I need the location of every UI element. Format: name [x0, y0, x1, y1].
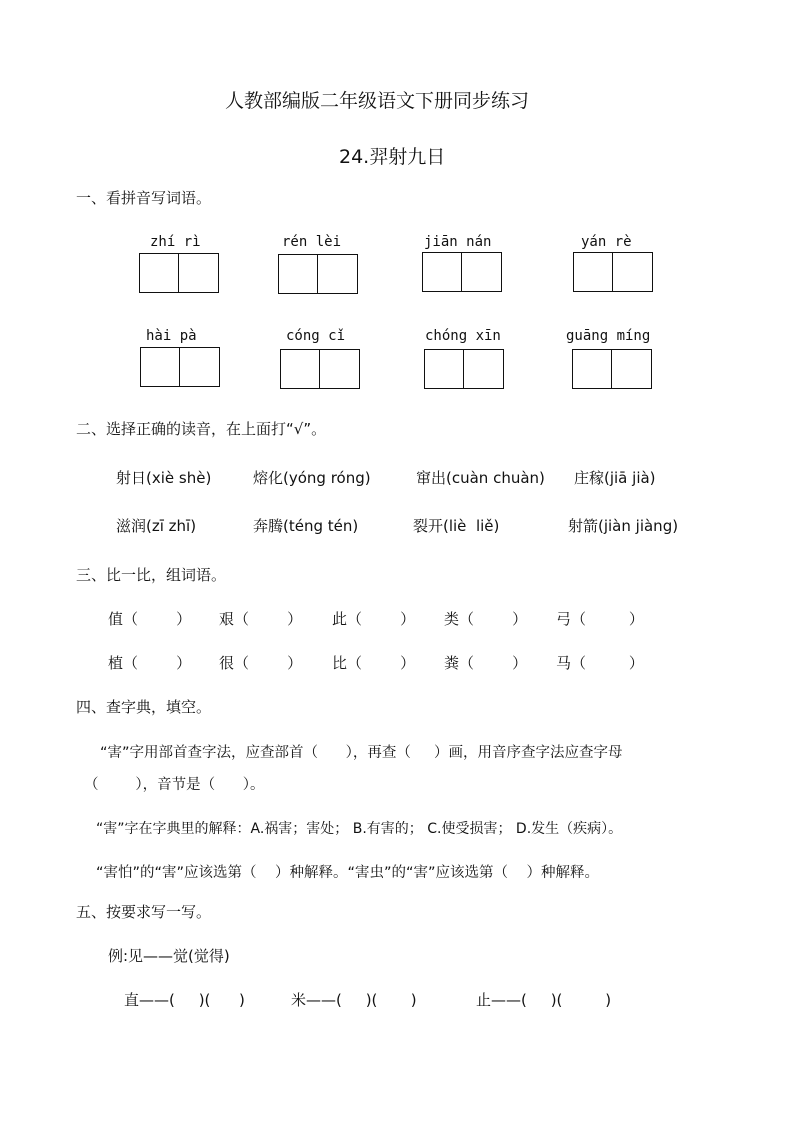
- writing-cell[interactable]: [573, 252, 613, 292]
- writing-grid[interactable]: [278, 254, 358, 294]
- compare-word-blank[interactable]: 类（ ）: [444, 610, 528, 628]
- reading-choice[interactable]: 裂开(liè liě): [413, 517, 500, 535]
- writing-grid[interactable]: [573, 252, 653, 292]
- page-title: 人教部编版二年级语文下册同步练习: [225, 90, 530, 112]
- writing-cell[interactable]: [179, 253, 219, 293]
- pinyin-label: zhí rì: [150, 234, 201, 250]
- writing-cell[interactable]: [280, 349, 320, 389]
- compare-word-blank[interactable]: 马（ ）: [556, 654, 644, 672]
- writing-cell[interactable]: [462, 252, 502, 292]
- writing-cell[interactable]: [140, 347, 180, 387]
- dictionary-question-line[interactable]: （ ），音节是（ ）。: [84, 777, 265, 793]
- writing-grid[interactable]: [572, 349, 652, 389]
- writing-grid[interactable]: [422, 252, 502, 292]
- reading-choice[interactable]: 奔腾(téng tén): [253, 517, 359, 535]
- compare-word-blank[interactable]: 粪（ ）: [444, 654, 528, 672]
- reading-choice[interactable]: 滋润(zī zhī): [116, 517, 197, 535]
- compare-word-blank[interactable]: 很（ ）: [219, 654, 303, 672]
- example-text: 例:见——觉(觉得): [108, 947, 230, 965]
- write-word-blank[interactable]: 米——( )( ): [291, 991, 417, 1009]
- writing-cell[interactable]: [424, 349, 464, 389]
- write-word-blank[interactable]: 直——( )( ): [124, 991, 245, 1009]
- reading-choice[interactable]: 窜出(cuàn chuàn): [416, 469, 545, 487]
- writing-cell[interactable]: [464, 349, 504, 389]
- compare-word-blank[interactable]: 植（ ）: [108, 654, 192, 672]
- reading-choice[interactable]: 熔化(yóng róng): [253, 469, 371, 487]
- writing-cell[interactable]: [180, 347, 220, 387]
- reading-choice[interactable]: 射箭(jiàn jiàng): [568, 517, 679, 535]
- dictionary-definitions: “害”字在字典里的解释：A.祸害；害处； B.有害的； C.使受损害； D.发生（疾病）。: [96, 821, 623, 837]
- compare-word-blank[interactable]: 艰（ ）: [219, 610, 303, 628]
- pinyin-label: chóng xīn: [425, 328, 501, 344]
- dictionary-question-line[interactable]: “害怕”的“害”应该选第（ ）种解释。“害虫”的“害”应该选第（ ）种解释。: [96, 865, 599, 881]
- writing-cell[interactable]: [613, 252, 653, 292]
- section-5-heading: 五、按要求写一写。: [76, 903, 212, 921]
- section-2-heading: 二、选择正确的读音，在上面打“√”。: [76, 420, 327, 438]
- write-word-blank[interactable]: 止——( )( ): [476, 991, 612, 1009]
- pinyin-label: yán rè: [581, 234, 632, 250]
- reading-choice[interactable]: 射日(xiè shè): [116, 469, 212, 487]
- writing-grid[interactable]: [424, 349, 504, 389]
- writing-cell[interactable]: [139, 253, 179, 293]
- pinyin-label: hài pà: [146, 328, 197, 344]
- lesson-title: 24.羿射九日: [339, 146, 446, 168]
- compare-word-blank[interactable]: 值（ ）: [108, 610, 192, 628]
- writing-cell[interactable]: [318, 254, 358, 294]
- writing-cell[interactable]: [572, 349, 612, 389]
- writing-cell[interactable]: [612, 349, 652, 389]
- pinyin-label: jiān nán: [424, 234, 492, 250]
- writing-cell[interactable]: [320, 349, 360, 389]
- section-3-heading: 三、比一比，组词语。: [76, 566, 227, 584]
- dictionary-question-line[interactable]: “害”字用部首查字法，应查部首（ ），再查（ ）画，用音序查字法应查字母: [100, 745, 623, 761]
- writing-cell[interactable]: [422, 252, 462, 292]
- section-1-heading: 一、看拼音写词语。: [76, 189, 212, 207]
- reading-choice[interactable]: 庄稼(jiā jià): [574, 469, 656, 487]
- compare-word-blank[interactable]: 比（ ）: [332, 654, 416, 672]
- compare-word-blank[interactable]: 弓（ ）: [556, 610, 644, 628]
- writing-grid[interactable]: [140, 347, 220, 387]
- pinyin-label: cóng cǐ: [286, 328, 346, 344]
- section-4-heading: 四、查字典，填空。: [76, 698, 212, 716]
- compare-word-blank[interactable]: 此（ ）: [332, 610, 416, 628]
- writing-grid[interactable]: [139, 253, 219, 293]
- pinyin-label: guāng míng: [566, 328, 651, 344]
- pinyin-label: rén lèi: [282, 234, 342, 250]
- writing-grid[interactable]: [280, 349, 360, 389]
- writing-cell[interactable]: [278, 254, 318, 294]
